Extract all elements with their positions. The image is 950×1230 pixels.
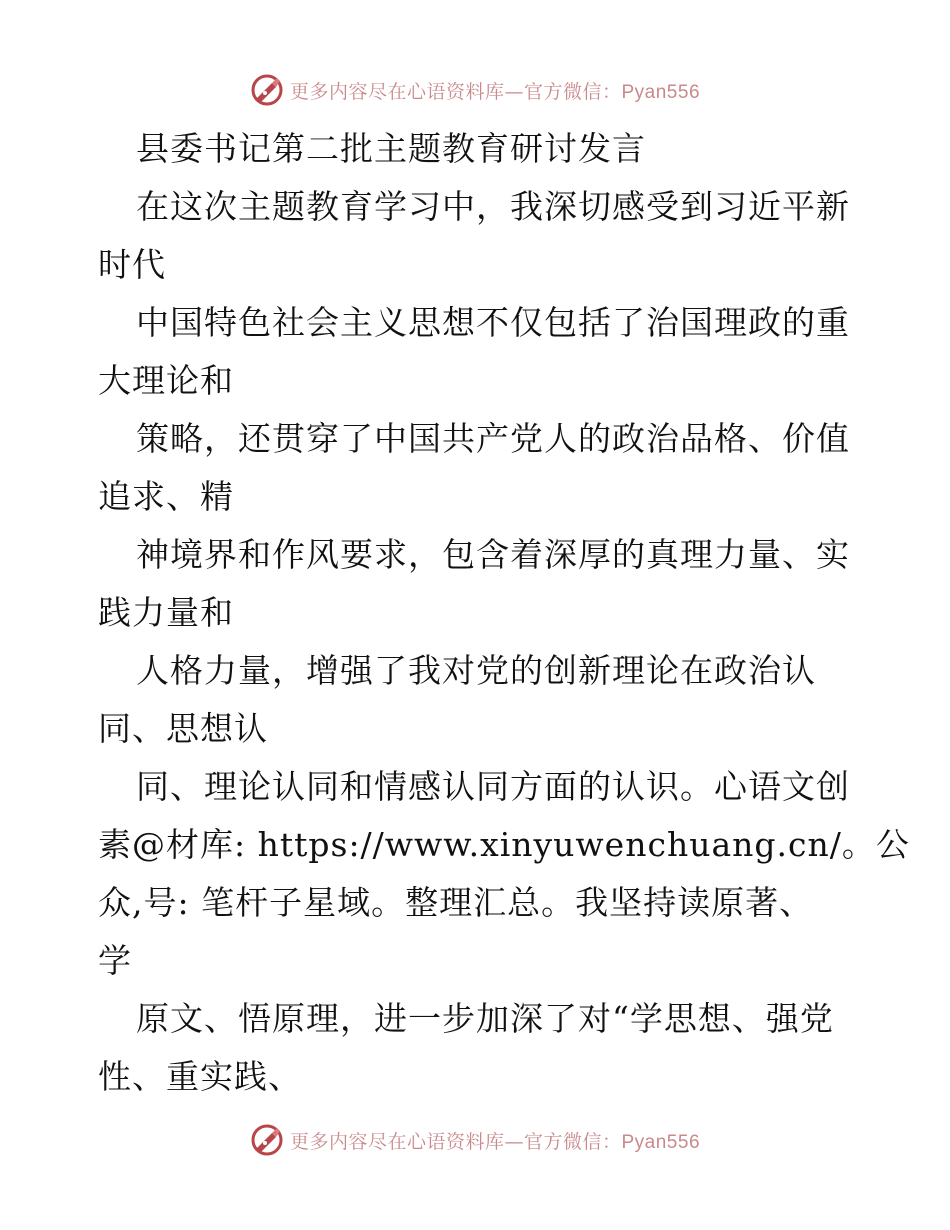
- header-wechat-id: Pyan556: [621, 81, 701, 103]
- paragraph-line: 学: [98, 941, 132, 980]
- footer-banner-inner: [250, 1123, 700, 1157]
- paragraph-line: 人格力量，增强了我对党的创新理论在政治认: [136, 651, 816, 690]
- pen-nib-logo-icon: [250, 73, 284, 107]
- paragraph-line: 性、重实践、: [98, 1057, 302, 1096]
- paragraph-line: 策略，还贯穿了中国共产党人的政治品格、价值: [136, 419, 850, 458]
- paragraph-line: 素@材库: https://www.xinyuwenchuang.cn/。公: [98, 825, 910, 864]
- header-banner-inner: [250, 73, 700, 107]
- paragraph-line: 在这次主题教育学习中，我深切感受到习近平新: [136, 187, 850, 226]
- footer-wechat-id: Pyan556: [621, 1131, 701, 1153]
- document-body: [98, 120, 910, 1106]
- header-banner-label: 更多内容尽在心语资料库—官方微信：: [289, 80, 622, 103]
- pen-nib-logo-icon: [250, 1123, 284, 1157]
- header-banner-text: [290, 77, 700, 104]
- paragraph-line: 众,号: 笔杆子星域。整理汇总。我坚持读原著、: [98, 883, 814, 922]
- footer-banner-text: [290, 1127, 700, 1154]
- paragraph-line: 中国特色社会主义思想不仅包括了治国理政的重: [136, 303, 850, 342]
- header-banner: [0, 70, 950, 110]
- paragraph-line: 同、理论认同和情感认同方面的认识。心语文创: [136, 767, 850, 806]
- paragraph-line: 时代: [98, 245, 166, 284]
- paragraph-line: 同、思想认: [98, 709, 268, 748]
- footer-banner: [0, 1120, 950, 1160]
- paragraph-line: 原文、悟原理，进一步加深了对“学思想、强党: [136, 999, 834, 1038]
- paragraph-line: 追求、精: [98, 477, 234, 516]
- footer-banner-label: 更多内容尽在心语资料库—官方微信：: [289, 1130, 622, 1153]
- paragraph-line: 大理论和: [98, 361, 234, 400]
- document-title: 县委书记第二批主题教育研讨发言: [136, 129, 646, 168]
- paragraph-line: 神境界和作风要求，包含着深厚的真理力量、实: [136, 535, 850, 574]
- paragraph-line: 践力量和: [98, 593, 234, 632]
